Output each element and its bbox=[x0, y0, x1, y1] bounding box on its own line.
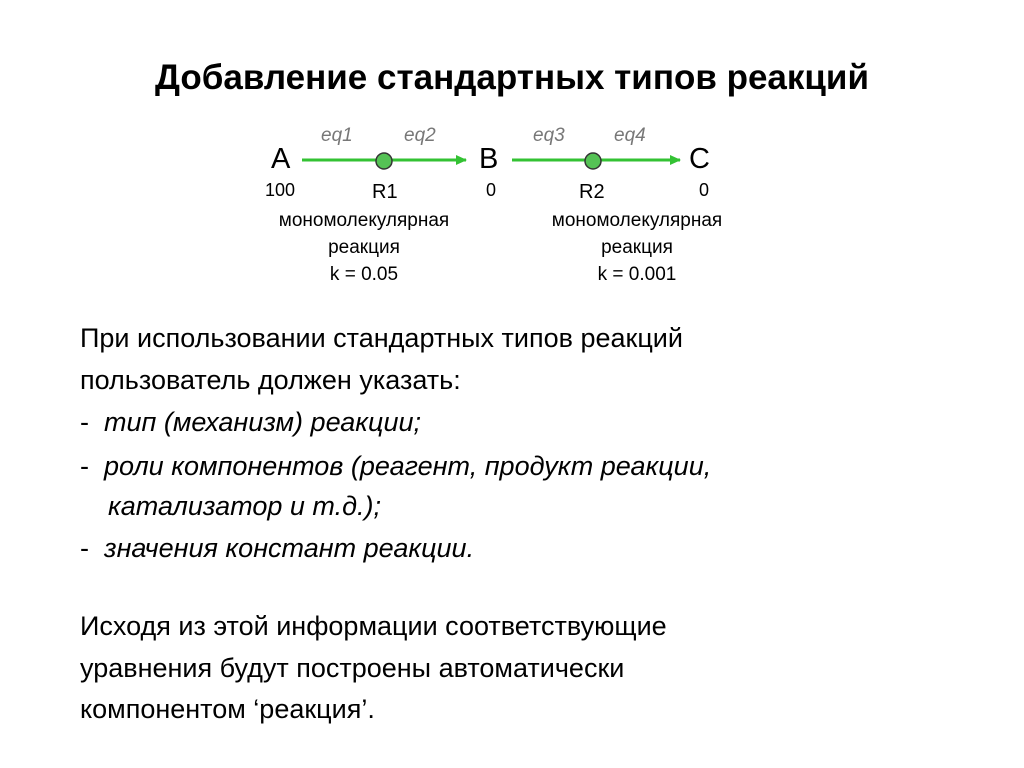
bullet-2-text-line2: катализатор и т.д.); bbox=[108, 491, 382, 521]
reaction-r1-info bbox=[232, 207, 496, 288]
bullet-dash: - bbox=[80, 407, 89, 437]
bullet-2 bbox=[80, 446, 711, 486]
reaction-node-r1 bbox=[376, 153, 392, 169]
slide-title: Добавление стандартных типов реакций bbox=[155, 58, 869, 97]
reaction-r2-name: R2 bbox=[579, 181, 605, 203]
species-b-label: B bbox=[479, 143, 499, 175]
species-a-label: A bbox=[271, 143, 291, 175]
bullet-1-text: тип (механизм) реакции; bbox=[104, 407, 422, 437]
conclusion-line-2: уравнения будут построены автоматически bbox=[80, 653, 625, 683]
eq3-label: eq3 bbox=[533, 125, 565, 146]
conclusion-line-1: Исходя из этой информации соответствующие bbox=[80, 611, 667, 641]
conclusion-line-3: компонентом ‘реакция’. bbox=[80, 694, 375, 724]
bullet-2-text-line1: роли компонентов (реагент, продукт реакции, bbox=[104, 451, 712, 481]
species-a-value: 100 bbox=[265, 180, 296, 200]
intro-line-1: При использовании стандартных типов реакций bbox=[80, 323, 683, 353]
eq1-label: eq1 bbox=[321, 125, 353, 146]
bullet-1 bbox=[80, 402, 421, 442]
eq4-label: eq4 bbox=[614, 125, 646, 146]
intro-line-2: пользователь должен указать: bbox=[80, 365, 461, 395]
bullet-3-text: значения констант реакции. bbox=[104, 533, 475, 563]
eq2-label: eq2 bbox=[404, 125, 436, 146]
reaction-r1-type-line1: мономолекулярная bbox=[278, 210, 450, 231]
reaction-r2-type-line2: реакция bbox=[601, 237, 673, 258]
bullet-3 bbox=[80, 528, 474, 568]
bullet-dash: - bbox=[80, 451, 89, 481]
species-c-value: 0 bbox=[699, 180, 710, 200]
species-c-label: C bbox=[689, 143, 710, 175]
reaction-r1-rate: k = 0.05 bbox=[329, 264, 399, 285]
species-b-value: 0 bbox=[486, 180, 497, 200]
reaction-r1-type-line2: реакция bbox=[328, 237, 400, 258]
reaction-r2-type-line1: мономолекулярная bbox=[551, 210, 723, 231]
reaction-r2-rate: k = 0.001 bbox=[597, 264, 677, 285]
reaction-r1-name: R1 bbox=[372, 181, 398, 203]
bullet-dash: - bbox=[80, 533, 89, 563]
reaction-node-r2 bbox=[585, 153, 601, 169]
reaction-r2-info bbox=[505, 207, 769, 288]
